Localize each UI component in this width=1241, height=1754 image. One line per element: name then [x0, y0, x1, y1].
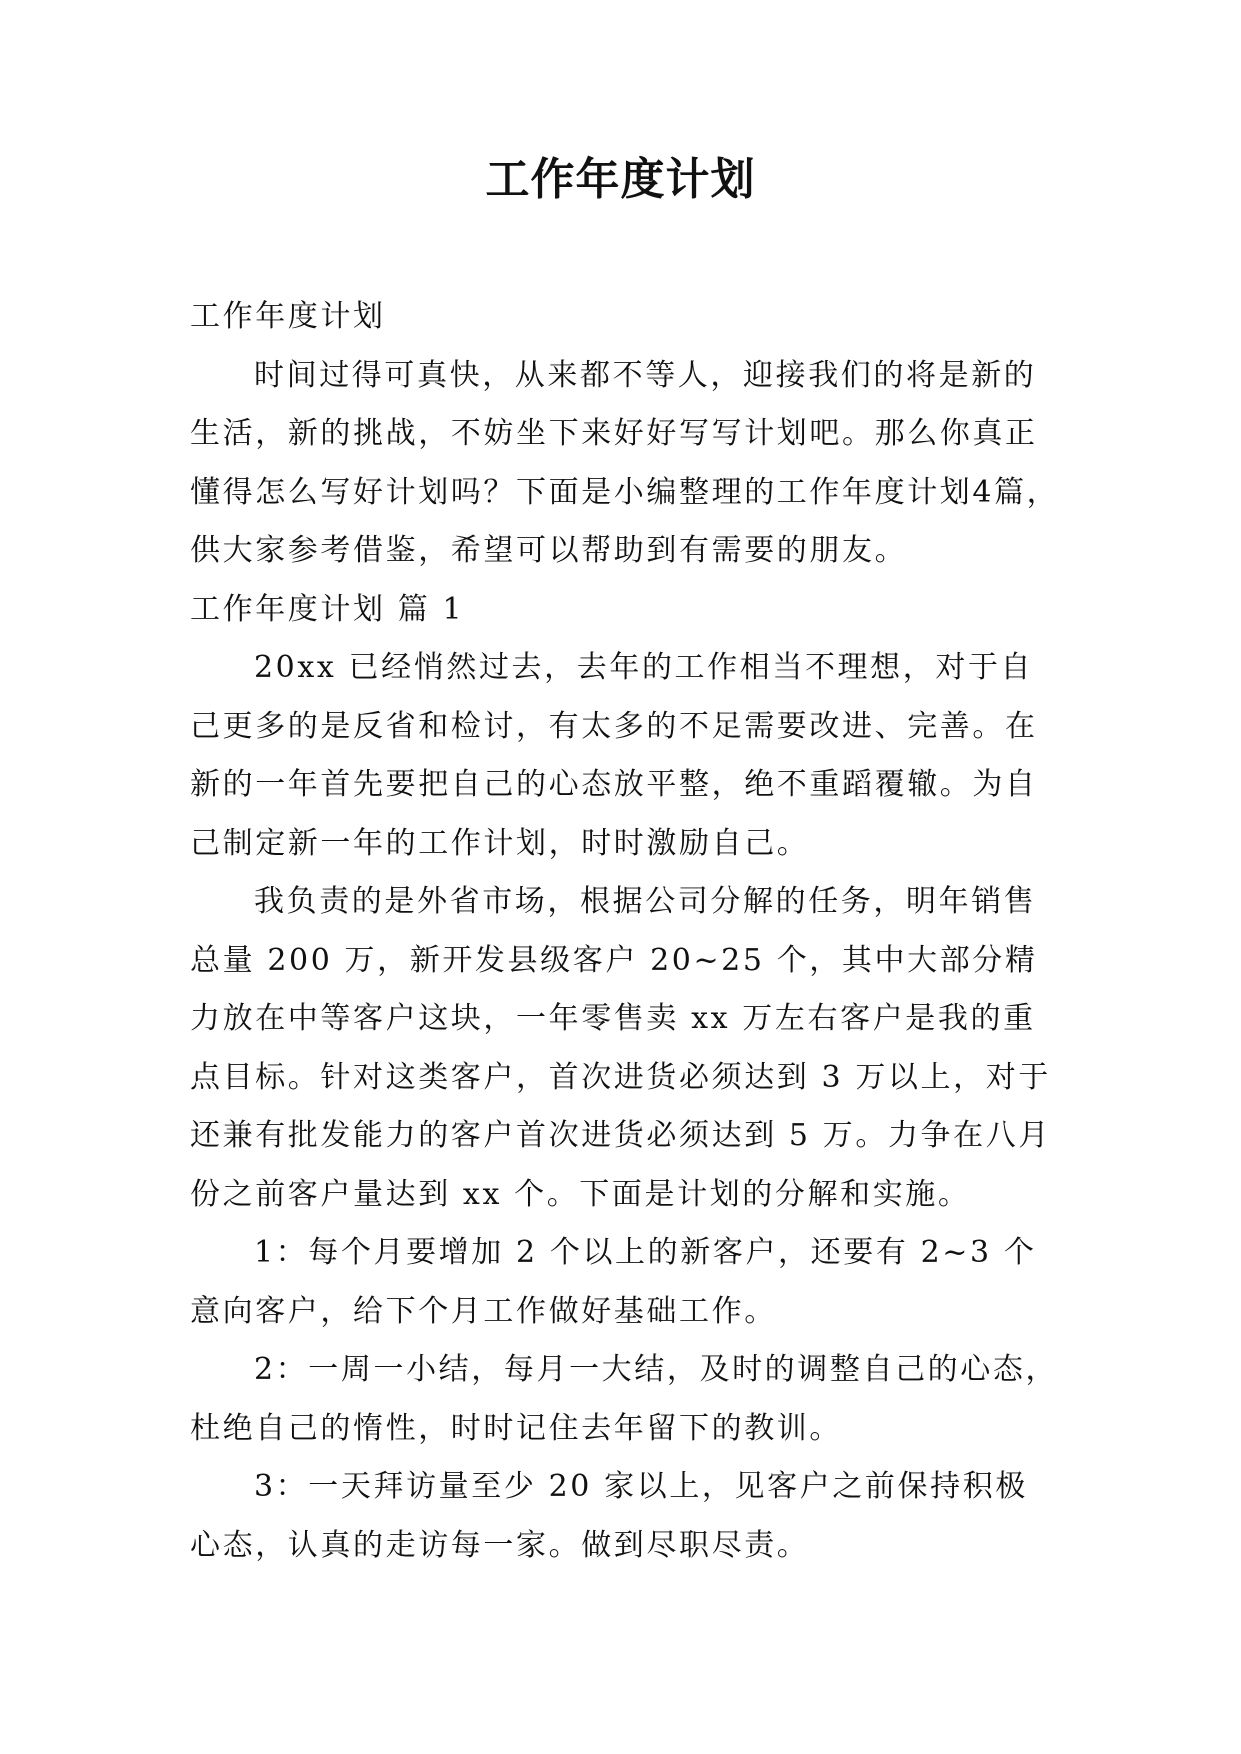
plan-item-1: 1：每个月要增加 2 个以上的新客户，还要有 2~3 个意向客户，给下个月工作做好基础工作。: [190, 1235, 1037, 1329]
plan-item-3: 3：一天拜访量至少 20 家以上，见客户之前保持积极心态，认真的走访每一家。做到尽职尽责。: [190, 1469, 1028, 1563]
body-paragraph: 我负责的是外省市场，根据公司分解的任务，明年销售总量 200 万，新开发县级客户 20~25 个，其中大部分精力放在中等客户这块，一年零售卖 xx 万左右客户是我的重点目标。针对这类客户，首次进货必须达到 3 万以上，对于还兼有批发能力的客户首次进货必须达到 5 万。力争在八月份之前客户量达到 xx 个。下面是计划的分解和实施。: [190, 884, 1051, 1212]
section-heading-part-1: 工作年度计划 篇 1: [190, 591, 465, 627]
document-body: [190, 288, 1060, 1575]
body-paragraph: 20xx 已经悄然过去，去年的工作相当不理想，对于自己更多的是反省和检讨，有太多的不足需要改进、完善。在新的一年首先要把自己的心态放平整，绝不重蹈覆辙。为自己制定新一年的工作计划，时时激励自己。: [190, 650, 1038, 861]
plan-item-2: 2：一周一小结，每月一大结，及时的调整自己的心态，杜绝自己的惰性，时时记住去年留下的教训。: [190, 1352, 1059, 1446]
section-heading-intro: 工作年度计划: [190, 299, 386, 334]
document-title: 工作年度计划: [485, 154, 756, 205]
intro-paragraph: 时间过得可真快，从来都不等人，迎接我们的将是新的生活，新的挑战，不妨坐下来好好写写计划吧。那么你真正懂得怎么写好计划吗？下面是小编整理的工作年度计划4篇，供大家参考借鉴，希望可以帮助到有需要的朋友。: [190, 357, 1060, 568]
